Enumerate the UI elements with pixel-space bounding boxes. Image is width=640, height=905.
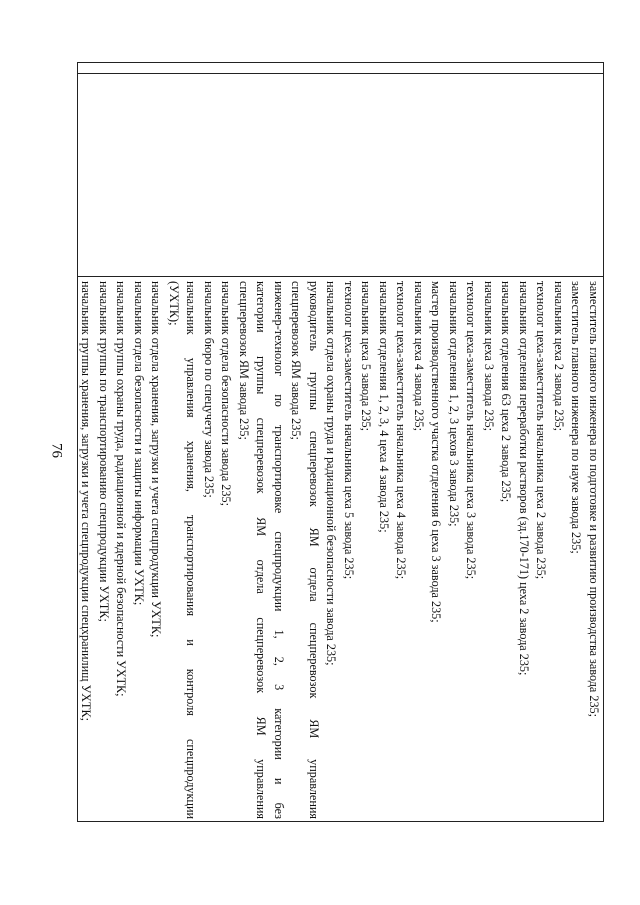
position-line: начальник цеха 2 завода 235; <box>552 281 566 432</box>
position-line: начальник отдела охраны труда и радиационной безопасности завода 235; <box>324 281 339 666</box>
position-line: начальник цеха 3 завода 235; <box>482 281 496 432</box>
position-line: начальник группы охраны труда, радиационной и ядерной безопасности УХТК; <box>114 281 129 697</box>
position-line: начальник цеха 5 завода 235; <box>359 281 374 432</box>
position-line: начальник бюро по спецучету завода 235; <box>202 281 216 498</box>
position-line: технолог цеха-заместитель начальника цеха 5 завода 235; <box>342 281 356 580</box>
rotated-table-container <box>77 62 604 822</box>
table-column-index <box>78 63 603 74</box>
position-line: заместитель главного инженера по подготовке и развитию производства завода 235; <box>587 281 601 718</box>
position-line: начальник отделения 63 цеха 2 завода 235; <box>499 281 514 503</box>
position-line: категории группы спецперевозок ЯМ отдела спецперевозок ЯМ управления <box>254 281 269 819</box>
position-line: технолог цеха-заместитель начальника цеха 4 завода 235; <box>394 281 409 580</box>
position-line: начальник группы хранения, загрузки и учета спецпродукции спецхранилищ УХТК; <box>79 281 94 721</box>
table-column-empty <box>78 74 603 277</box>
table-landscape <box>77 62 604 822</box>
position-line: инженер-технолог по транспортировке спецпродукции 1, 2, 3 категории и без <box>272 281 286 819</box>
position-line: спецперевозок ЯМ завода 235; <box>237 281 251 440</box>
position-line: руководитель группы спецперевозок ЯМ отдела спецперевозок ЯМ управления <box>307 281 321 819</box>
position-line: начальник цеха 4 завода 235; <box>412 281 426 432</box>
position-line: начальник отдела хранения, загрузки и учета спецпродукции УХТК; <box>149 281 164 638</box>
positions-table <box>77 62 604 822</box>
position-line: начальник отделения 1, 2, 3 цехов 3 завода 235; <box>447 281 461 527</box>
position-line: заместитель главного инженера по науке завода 235; <box>569 281 584 554</box>
table-column-positions <box>78 277 603 821</box>
position-line: начальник группы по транспортированию спецпродукции УХТК; <box>97 281 111 622</box>
position-line: технолог цеха-заместитель начальника цеха 3 завода 235; <box>464 281 479 580</box>
page-number: 76 <box>48 443 65 458</box>
position-line: начальник управления хранения, транспортирования и контроля спецпродукции <box>184 281 199 819</box>
position-line: начальник отделения 1, 2, 3, 4 цеха 4 завода 235; <box>377 281 391 533</box>
position-line: начальник отдела безопасности завода 235; <box>219 281 234 506</box>
position-line: мастер производственного участка отделения 6 цеха 3 завода 235; <box>429 281 444 623</box>
position-line: начальник отделения переработки растворов (зд.170-171) цеха 2 завода 235; <box>517 281 531 676</box>
position-line: (УХТК); <box>167 281 181 326</box>
position-line: начальник отдела безопасности и защиты информации УХТК; <box>132 281 146 606</box>
position-line: технолог цеха-заместитель начальника цеха 2 завода 235; <box>534 281 549 580</box>
position-line: спецперевозок ЯМ завода 235; <box>289 281 304 440</box>
